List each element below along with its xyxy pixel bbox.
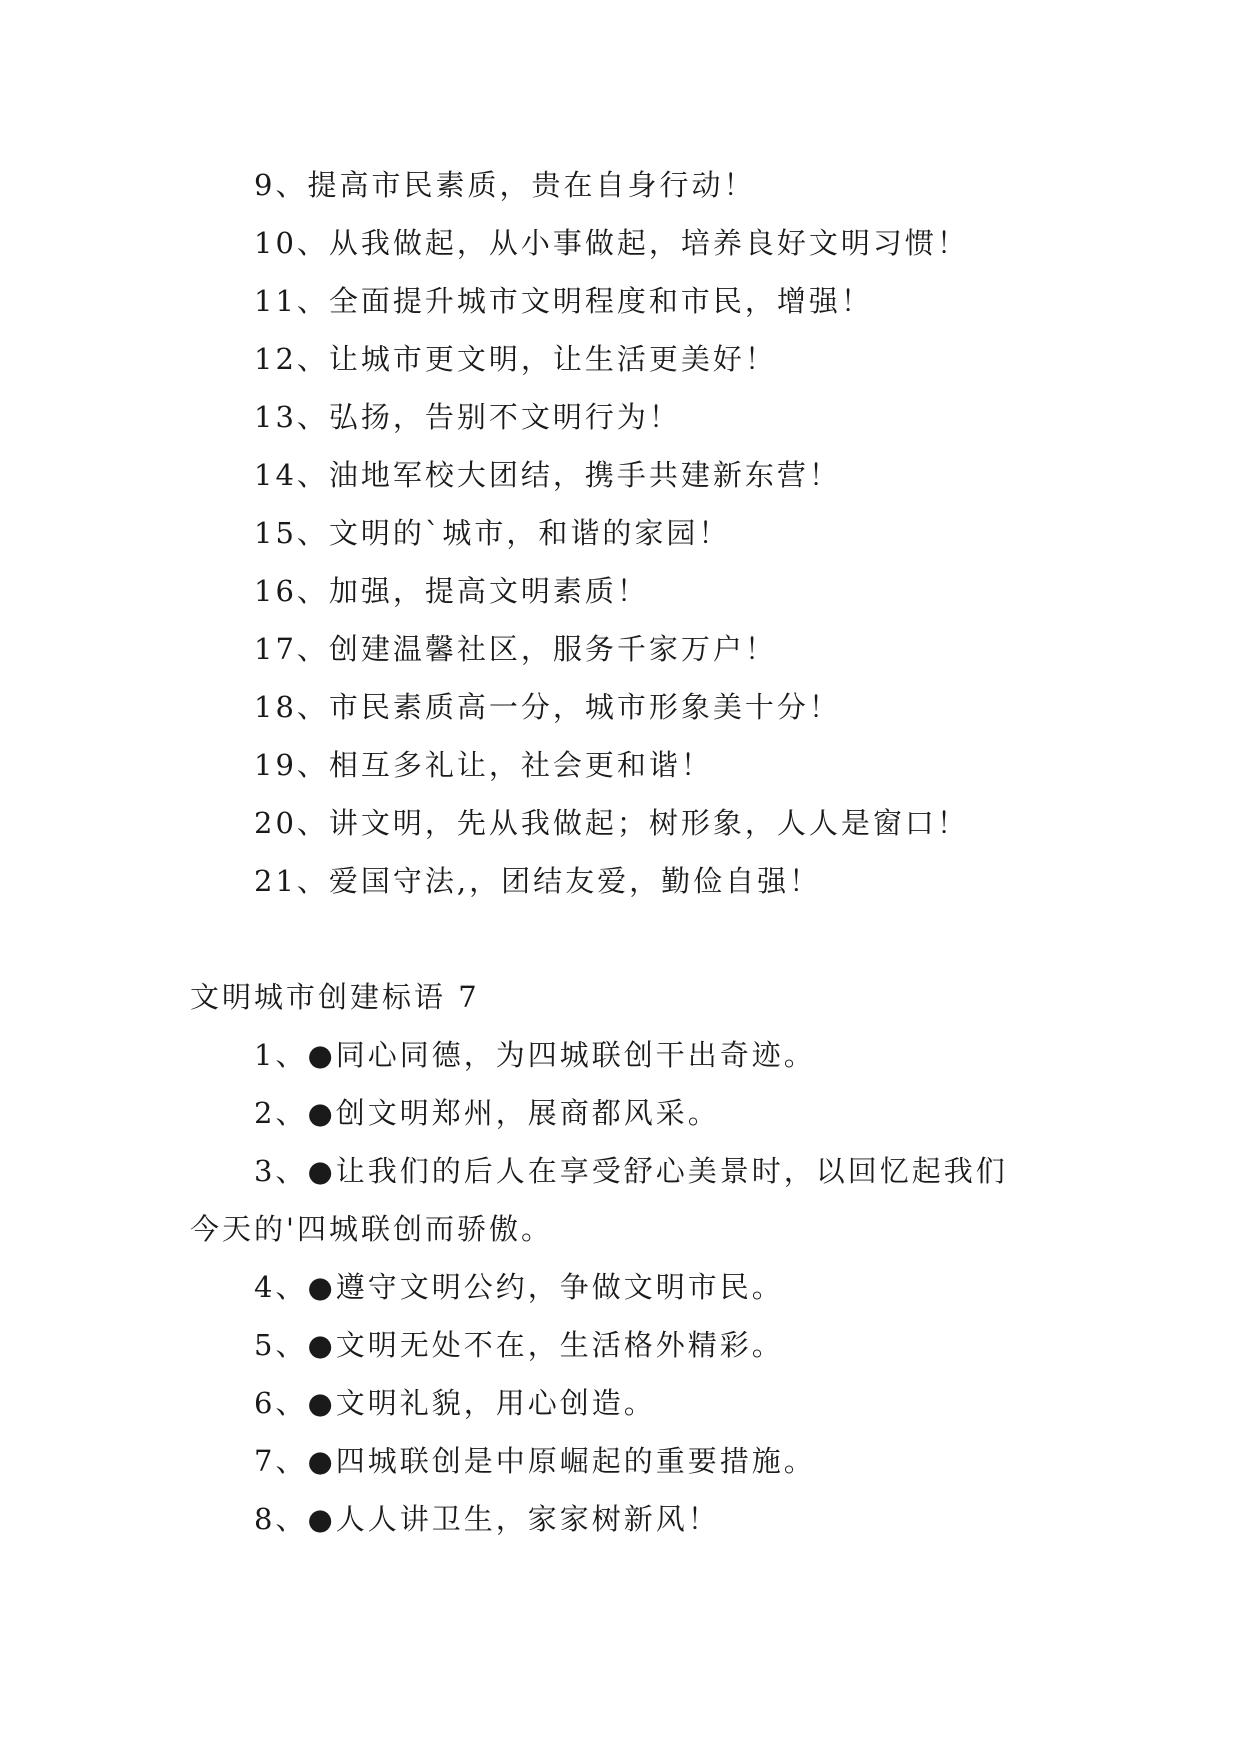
slogan-line: 5、●文明无处不在，生活格外精彩。: [254, 1328, 784, 1362]
slogan-line: 15、文明的`城市，和谐的家园！: [254, 516, 731, 550]
slogan-line: 17、创建温馨社区，服务千家万户！: [254, 632, 777, 666]
slogan-line: 21、爱国守法,，团结友爱，勤俭自强！: [254, 864, 822, 898]
slogan-line: 11、全面提升城市文明程度和市民，增强！: [254, 284, 873, 318]
slogan-line: 13、弘扬，告别不文明行为！: [254, 400, 681, 434]
section-heading: 文明城市创建标语 7: [190, 980, 480, 1014]
slogan-line: 16、加强，提高文明素质！: [254, 574, 649, 608]
slogan-line: 1、●同心同德，为四城联创干出奇迹。: [254, 1038, 816, 1072]
slogan-line: 2、●创文明郑州，展商都风采。: [254, 1096, 720, 1130]
slogan-line: 7、●四城联创是中原崛起的重要措施。: [254, 1444, 816, 1478]
slogan-line: 3、●让我们的后人在享受舒心美景时，以回忆起我们: [254, 1154, 1008, 1188]
slogan-line: 4、●遵守文明公约，争做文明市民。: [254, 1270, 784, 1304]
slogan-line: 12、让城市更文明，让生活更美好！: [254, 342, 777, 376]
slogan-line: 9、提高市民素质，贵在自身行动！: [254, 168, 756, 202]
slogan-line: 19、相互多礼让，社会更和谐！: [254, 748, 713, 782]
slogan-line: 6、●文明礼貌，用心创造。: [254, 1386, 656, 1420]
slogan-line-continuation: 今天的'四城联创而骄傲。: [190, 1212, 553, 1246]
slogan-line: 8、●人人讲卫生，家家树新风！: [254, 1502, 720, 1536]
slogan-line: 14、油地军校大团结，携手共建新东营！: [254, 458, 841, 492]
slogan-line: 10、从我做起，从小事做起，培养良好文明习惯！: [254, 226, 969, 260]
slogan-line: 20、讲文明，先从我做起；树形象，人人是窗口！: [254, 806, 969, 840]
slogan-line: 18、市民素质高一分，城市形象美十分！: [254, 690, 841, 724]
